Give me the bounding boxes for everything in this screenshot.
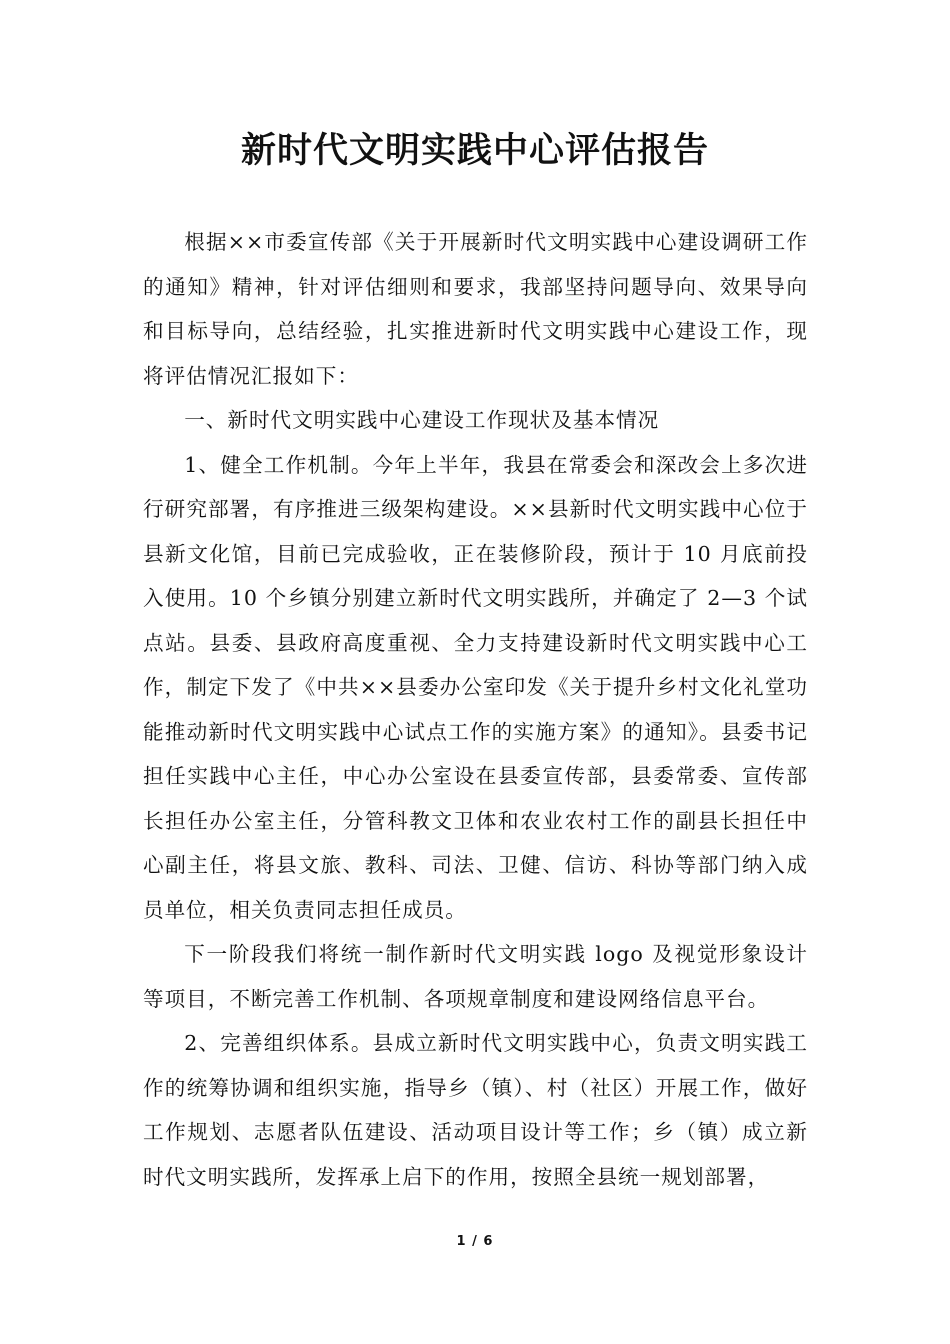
- document-body: [143, 220, 808, 1199]
- paragraph-mechanism: 1、健全工作机制。今年上半年，我县在常委会和深改会上多次进行研究部署，有序推进三级架构建设。××县新时代文明实践中心位于县新文化馆，目前已完成验收，正在装修阶段，预计于 10 月底前投入使用。10 个乡镇分别建立新时代文明实践所，并确定了 2—3 个试点站。县委、县政府高度重视、全力支持建设新时代文明实践中心工作，制定下发了《中共××县委办公室印发《关于提升乡村文化礼堂功能推动新时代文明实践中心试点工作的实施方案》的通知》。县委书记担任实践中心主任，中心办公室设在县委宣传部，县委常委、宣传部长担任办公室主任，分管科教文卫体和农业农村工作的副县长担任中心副主任，将县文旅、教科、司法、卫健、信访、科协等部门纳入成员单位，相关负责同志担任成员。: [143, 452, 808, 922]
- paragraph-next-stage: 下一阶段我们将统一制作新时代文明实践 logo 及视觉形象设计等项目，不断完善工作机制、各项规章制度和建设网络信息平台。: [143, 942, 808, 1011]
- paragraph-organization: 2、完善组织体系。县成立新时代文明实践中心，负责文明实践工作的统筹协调和组织实施，指导乡（镇）、村（社区）开展工作，做好工作规划、志愿者队伍建设、活动项目设计等工作；乡（镇）成立新时代文明实践所，发挥承上启下的作用，按照全县统一规划部署，: [143, 1031, 808, 1189]
- page-number: 1 / 6: [456, 1234, 494, 1249]
- document-title: 新时代文明实践中心评估报告: [240, 131, 709, 171]
- paragraph-section-heading: 一、新时代文明实践中心建设工作现状及基本情况: [184, 408, 660, 432]
- paragraph-intro: 根据××市委宣传部《关于开展新时代文明实践中心建设调研工作的通知》精神，针对评估细则和要求，我部坚持问题导向、效果导向和目标导向，总结经验，扎实推进新时代文明实践中心建设工作，现将评估情况汇报如下：: [143, 230, 808, 388]
